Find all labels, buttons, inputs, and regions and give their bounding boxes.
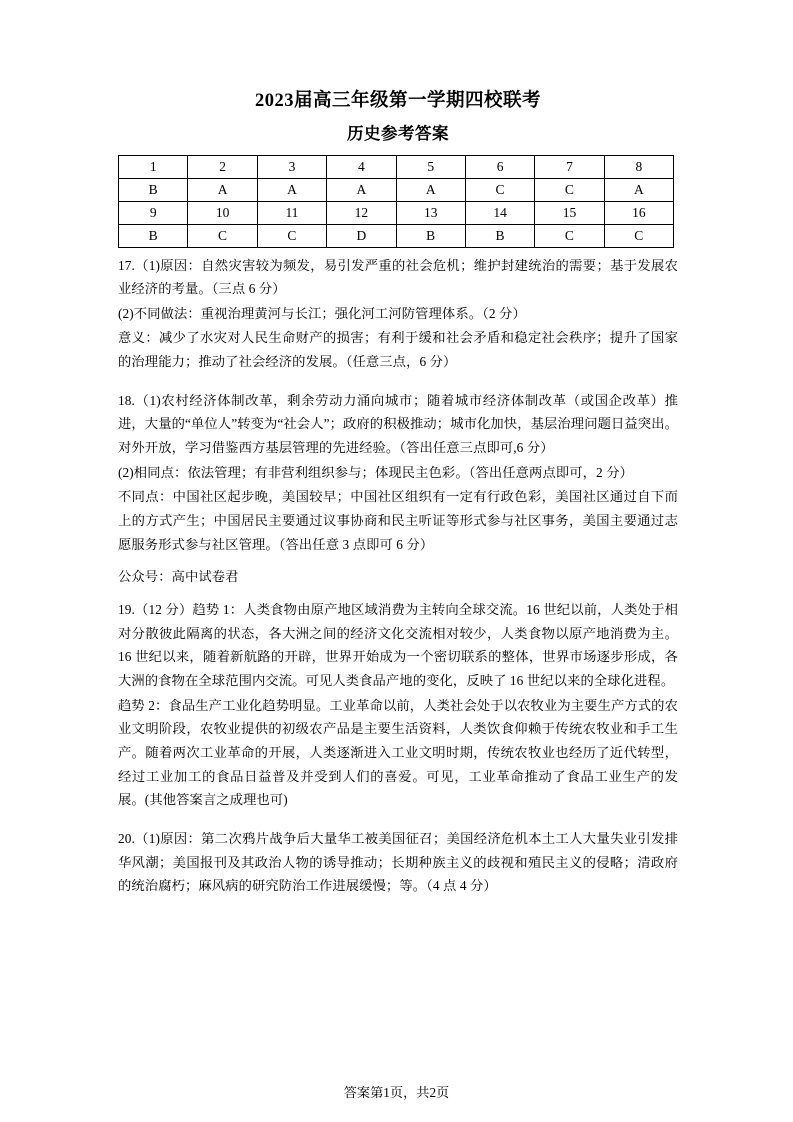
table-cell: 8 [604, 155, 673, 178]
table-cell: 2 [188, 155, 257, 178]
document-content [118, 88, 678, 899]
question-block-19 [118, 598, 678, 812]
question-block-18 [118, 389, 678, 557]
watermark-note: 公众号：高中试卷君 [118, 569, 239, 585]
table-cell: C [535, 178, 604, 201]
table-cell: C [257, 224, 326, 247]
question-block-17 [118, 254, 678, 374]
answer-paragraph: 18.（1)农村经济体制改革，剩余劳动力涌向城市；随着城市经济体制改革（或国企改革）推进，大量的“单位人”转变为“社会人”；政府的积极推动；城市化加快，基层治理问题日益突出。对外开放，学习借鉴西方基层管理的先进经验。（答出任意三点即可,6 分） [118, 392, 678, 456]
table-cell: 15 [535, 201, 604, 224]
answer-paragraph: (2)不同做法：重视治理黄河与长江；强化河工河防管理体系。（2 分） [118, 305, 526, 321]
table-cell: 3 [257, 155, 326, 178]
table-cell: 14 [465, 201, 534, 224]
table-row [119, 178, 674, 201]
table-cell: 10 [188, 201, 257, 224]
table-cell: 5 [396, 155, 465, 178]
answer-paragraph: 意义：减少了水灾对人民生命财产的损害；有利于缓和社会矛盾和稳定社会秩序；提升了国家的治理能力；推动了社会经济的发展。（任意三点，6 分） [118, 330, 678, 370]
table-row [119, 155, 674, 178]
table-cell: B [465, 224, 534, 247]
table-cell: B [119, 224, 188, 247]
answer-paragraph: 19.（12 分）趋势 1：人类食物由原产地区域消费为主转向全球交流。16 世纪以前，人类处于相对分散彼此隔离的状态，各大洲之间的经济文化交流相对较少，人类食物以原产地消费为主。16 世纪以来，随着新航路的开辟，世界开始成为一个密切联系的整体，世界市场逐步形成，各大洲的食物在全球范围内交流。可见人类食品产地的变化，反映了 16 世纪以来的全球化进程。 [118, 602, 678, 688]
answer-key-table [118, 155, 674, 248]
answer-paragraph: 17.（1)原因：自然灾害较为频发，易引发严重的社会危机；维护封建统治的需要；基于发展农业经济的考量。（三点 6 分） [118, 257, 678, 297]
table-cell: 9 [119, 201, 188, 224]
table-cell: 1 [119, 155, 188, 178]
table-cell: C [604, 224, 673, 247]
table-cell: B [119, 178, 188, 201]
table-cell: 11 [257, 201, 326, 224]
table-row [119, 224, 674, 247]
page-footer: 答案第1页，共2页 [343, 1085, 450, 1100]
table-cell: A [396, 178, 465, 201]
table-cell: 7 [535, 155, 604, 178]
table-row [119, 201, 674, 224]
table-cell: C [188, 224, 257, 247]
table-cell: 4 [327, 155, 396, 178]
page-title: 2023届高三年级第一学期四校联考 [254, 91, 541, 111]
page-subtitle: 历史参考答案 [347, 123, 449, 143]
table-cell: C [535, 224, 604, 247]
table-cell: A [257, 178, 326, 201]
answer-paragraph: (2)相同点：依法管理；有非营利组织参与；体现民主色彩。（答出任意两点即可，2 分） [118, 464, 634, 480]
answer-paragraph: 20.（1)原因：第二次鸦片战争后大量华工被美国征召；美国经济危机本土工人大量失业引发排华风潮；美国报刊及其政治人物的诱导推动；长期种族主义的歧视和殖民主义的侵略；清政府的统治腐朽；麻风病的研究防治工作进展缓慢；等。（4 点 4 分） [118, 830, 678, 894]
table-cell: D [327, 224, 396, 247]
table-cell: 6 [465, 155, 534, 178]
table-cell: C [465, 178, 534, 201]
answer-paragraph: 不同点：中国社区起步晚，美国较早；中国社区组织有一定有行政色彩，美国社区通过自下而上的方式产生；中国居民主要通过议事协商和民主听证等形式参与社区事务，美国主要通过志愿服务形式参与社区管理。（答出任意 3 点即可 6 分） [118, 489, 678, 552]
table-cell: A [327, 178, 396, 201]
question-block-20 [118, 827, 678, 898]
table-cell: B [396, 224, 465, 247]
table-cell: A [188, 178, 257, 201]
table-cell: 16 [604, 201, 673, 224]
table-cell: A [604, 178, 673, 201]
table-cell: 13 [396, 201, 465, 224]
public-account-note [118, 565, 678, 589]
table-cell: 12 [327, 201, 396, 224]
answer-paragraph: 趋势 2：食品生产工业化趋势明显。工业革命以前，人类社会处于以农牧业为主要生产方式的农业文明阶段，农牧业提供的初级农产品是主要生活资料，人类饮食仰赖于传统农牧业和手工生产。随着两次工业革命的开展，人类逐渐进入工业文明时期，传统农牧业也经历了近代转型，经过工业加工的食品日益普及并受到人们的喜爱。可见，工业革命推动了食品工业生产的发展。(其他答案言之成理也可) [118, 697, 678, 808]
